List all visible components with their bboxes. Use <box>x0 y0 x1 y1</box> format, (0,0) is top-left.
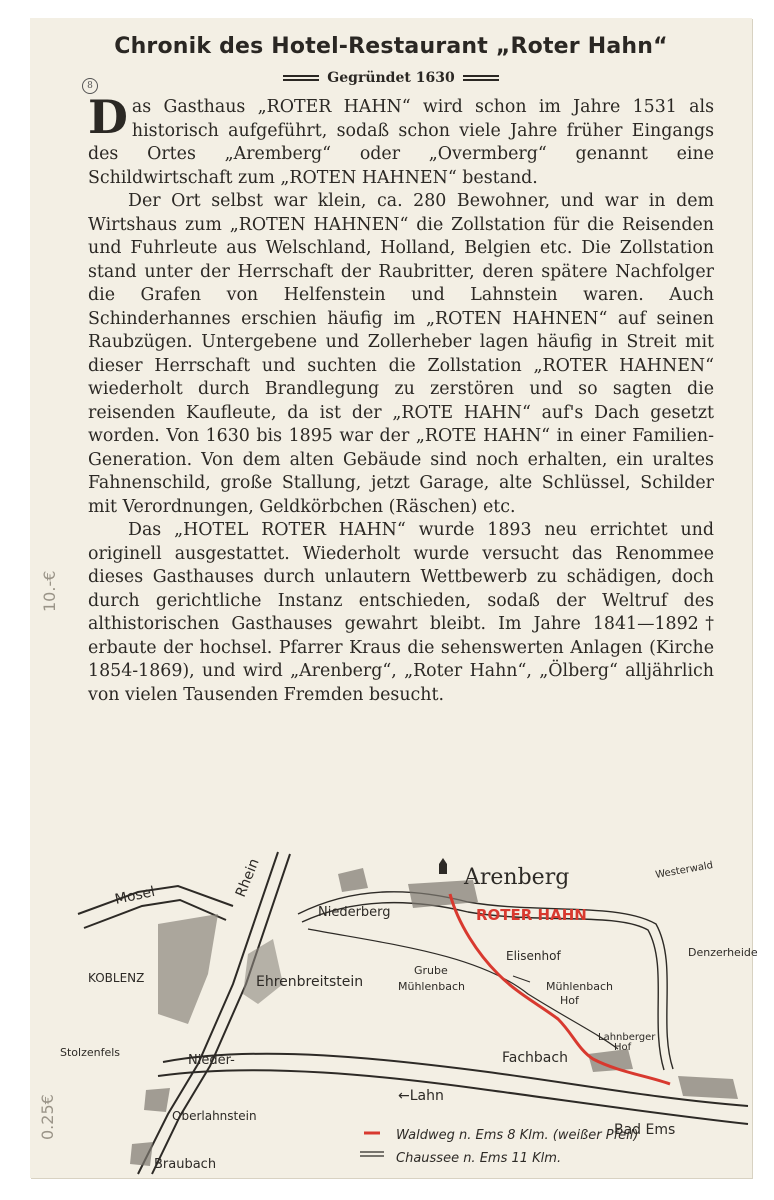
label-bad-ems: Bad Ems <box>614 1122 676 1138</box>
label-elisenhof: Elisenhof <box>506 949 561 963</box>
label-grube: Grube <box>414 964 448 977</box>
circled-number-mark: 8 <box>82 78 98 94</box>
drop-cap: D <box>88 90 128 144</box>
page-title: Chronik des Hotel-Restaurant „Roter Hahn“ <box>114 34 668 59</box>
postcard <box>30 18 758 1178</box>
label-koblenz: KOBLENZ <box>88 971 145 985</box>
label-roter-hahn: ROTER HAHN <box>476 906 587 924</box>
double-rule-left <box>283 75 319 81</box>
label-hof-1: Hof <box>560 994 579 1007</box>
paragraph-2: Der Ort selbst war klein, ca. 280 Bewohner, und war in dem Wirtshaus zum „ROTEN HAHNEN“ die Zollstation für die Reisenden und Fuhrleute aus Welschland, Holland, Belgien etc. Die Zollstation stand unter der Herrschaft der Raubritter, deren spätere Nachfolger die Grafen von Helfenstein und Lahnstein waren. Auch Schinderhannes erschien häufig im „ROTEN HAHNEN“ auf seinen Raubzügen. Untergebene und Zollerheber lagen häufig in Streit mit dieser Herrschaft und suchten die Zollstation „ROTER HAHNEN“ wiederholt durch Brandlegung zu zerstören und so sagten die reisenden Kaufleute, da ist der „ROTE HAHN“ auf's Dach gesetzt worden. Von 1630 bis 1895 war der „ROTE HAHN“ in einer Familien-Generation. Von dem alten Gebäude sind noch erhalten, ein uraltes Fahnenschild, große Stallung, jetzt Garage, alte Schlüssel, Schilder mit Verordnungen, Geldkörbchen (Räschen) etc. <box>88 191 714 517</box>
legend-red-text: Waldweg n. Ems 8 Klm. (weißer Pfeil) <box>396 1128 639 1143</box>
legend-double-text: Chaussee n. Ems 11 Klm. <box>396 1151 562 1166</box>
label-ehrenbreitstein: Ehrenbreitstein <box>256 974 364 990</box>
pencil-note-bottom: 0.25€ <box>38 1094 57 1140</box>
label-hof-2: Hof <box>614 1042 632 1053</box>
label-muehlenbach: Mühlenbach <box>546 980 613 993</box>
paragraph-1 <box>88 90 714 190</box>
label-lahn: ←Lahn <box>398 1088 444 1104</box>
label-niederberg: Niederberg <box>318 905 391 920</box>
label-muehlenbach-grube: Mühlenbach <box>398 980 465 993</box>
paragraph-1-text: as Gasthaus „ROTER HAHN“ wird schon im Jahre 1531 als historisch aufgeführt, sodaß schon viele Jahre früher Eingangs des Ortes „Aremberg“ oder „Overmberg“ genannt eine Schildwirtschaft zum „ROTEN HAHNEN“ bestand. <box>88 97 714 188</box>
chronicle-text <box>88 90 714 707</box>
founded-text: Gegründet 1630 <box>327 70 455 86</box>
label-arenberg: Arenberg <box>464 865 570 890</box>
pencil-price-note: 10.-€ <box>40 570 59 612</box>
label-nieder: Nieder- <box>188 1053 235 1068</box>
label-rhein: Rhein <box>232 856 263 900</box>
label-oberlahnstein: Oberlahnstein <box>172 1109 257 1123</box>
label-mosel: Mosel <box>113 883 157 908</box>
paragraph-3: Das „HOTEL ROTER HAHN“ wurde 1893 neu errichtet und originell ausgestattet. Wiederholt wurde versucht das Renommee dieses Gasthauses durch unlautern Wettbewerb zu schädigen, doch durch gerichtliche Instanz entschieden, sodaß der Weltruf des althistorischen Gasthauses gewahrt bleibt. Im Jahre 1841—1892† erbaute der hochsel. Pfarrer Kraus die sehenswerten Anlagen (Kirche 1854-1869), und wird „Arenberg“, „Roter Hahn“, „Ölberg“ alljährlich von vielen Tausenden Fremden besucht. <box>88 520 714 705</box>
route-map <box>58 844 758 1174</box>
label-stolzenfels: Stolzenfels <box>60 1046 121 1059</box>
label-braubach: Braubach <box>154 1157 217 1172</box>
founded-line <box>30 70 752 86</box>
label-westerwald: Westerwald <box>654 860 714 881</box>
label-fachbach: Fachbach <box>502 1050 568 1066</box>
label-denzerheide: Denzerheide <box>688 946 758 959</box>
double-rule-right <box>463 75 499 81</box>
label-lahnberger: Lahnberger <box>598 1032 656 1043</box>
